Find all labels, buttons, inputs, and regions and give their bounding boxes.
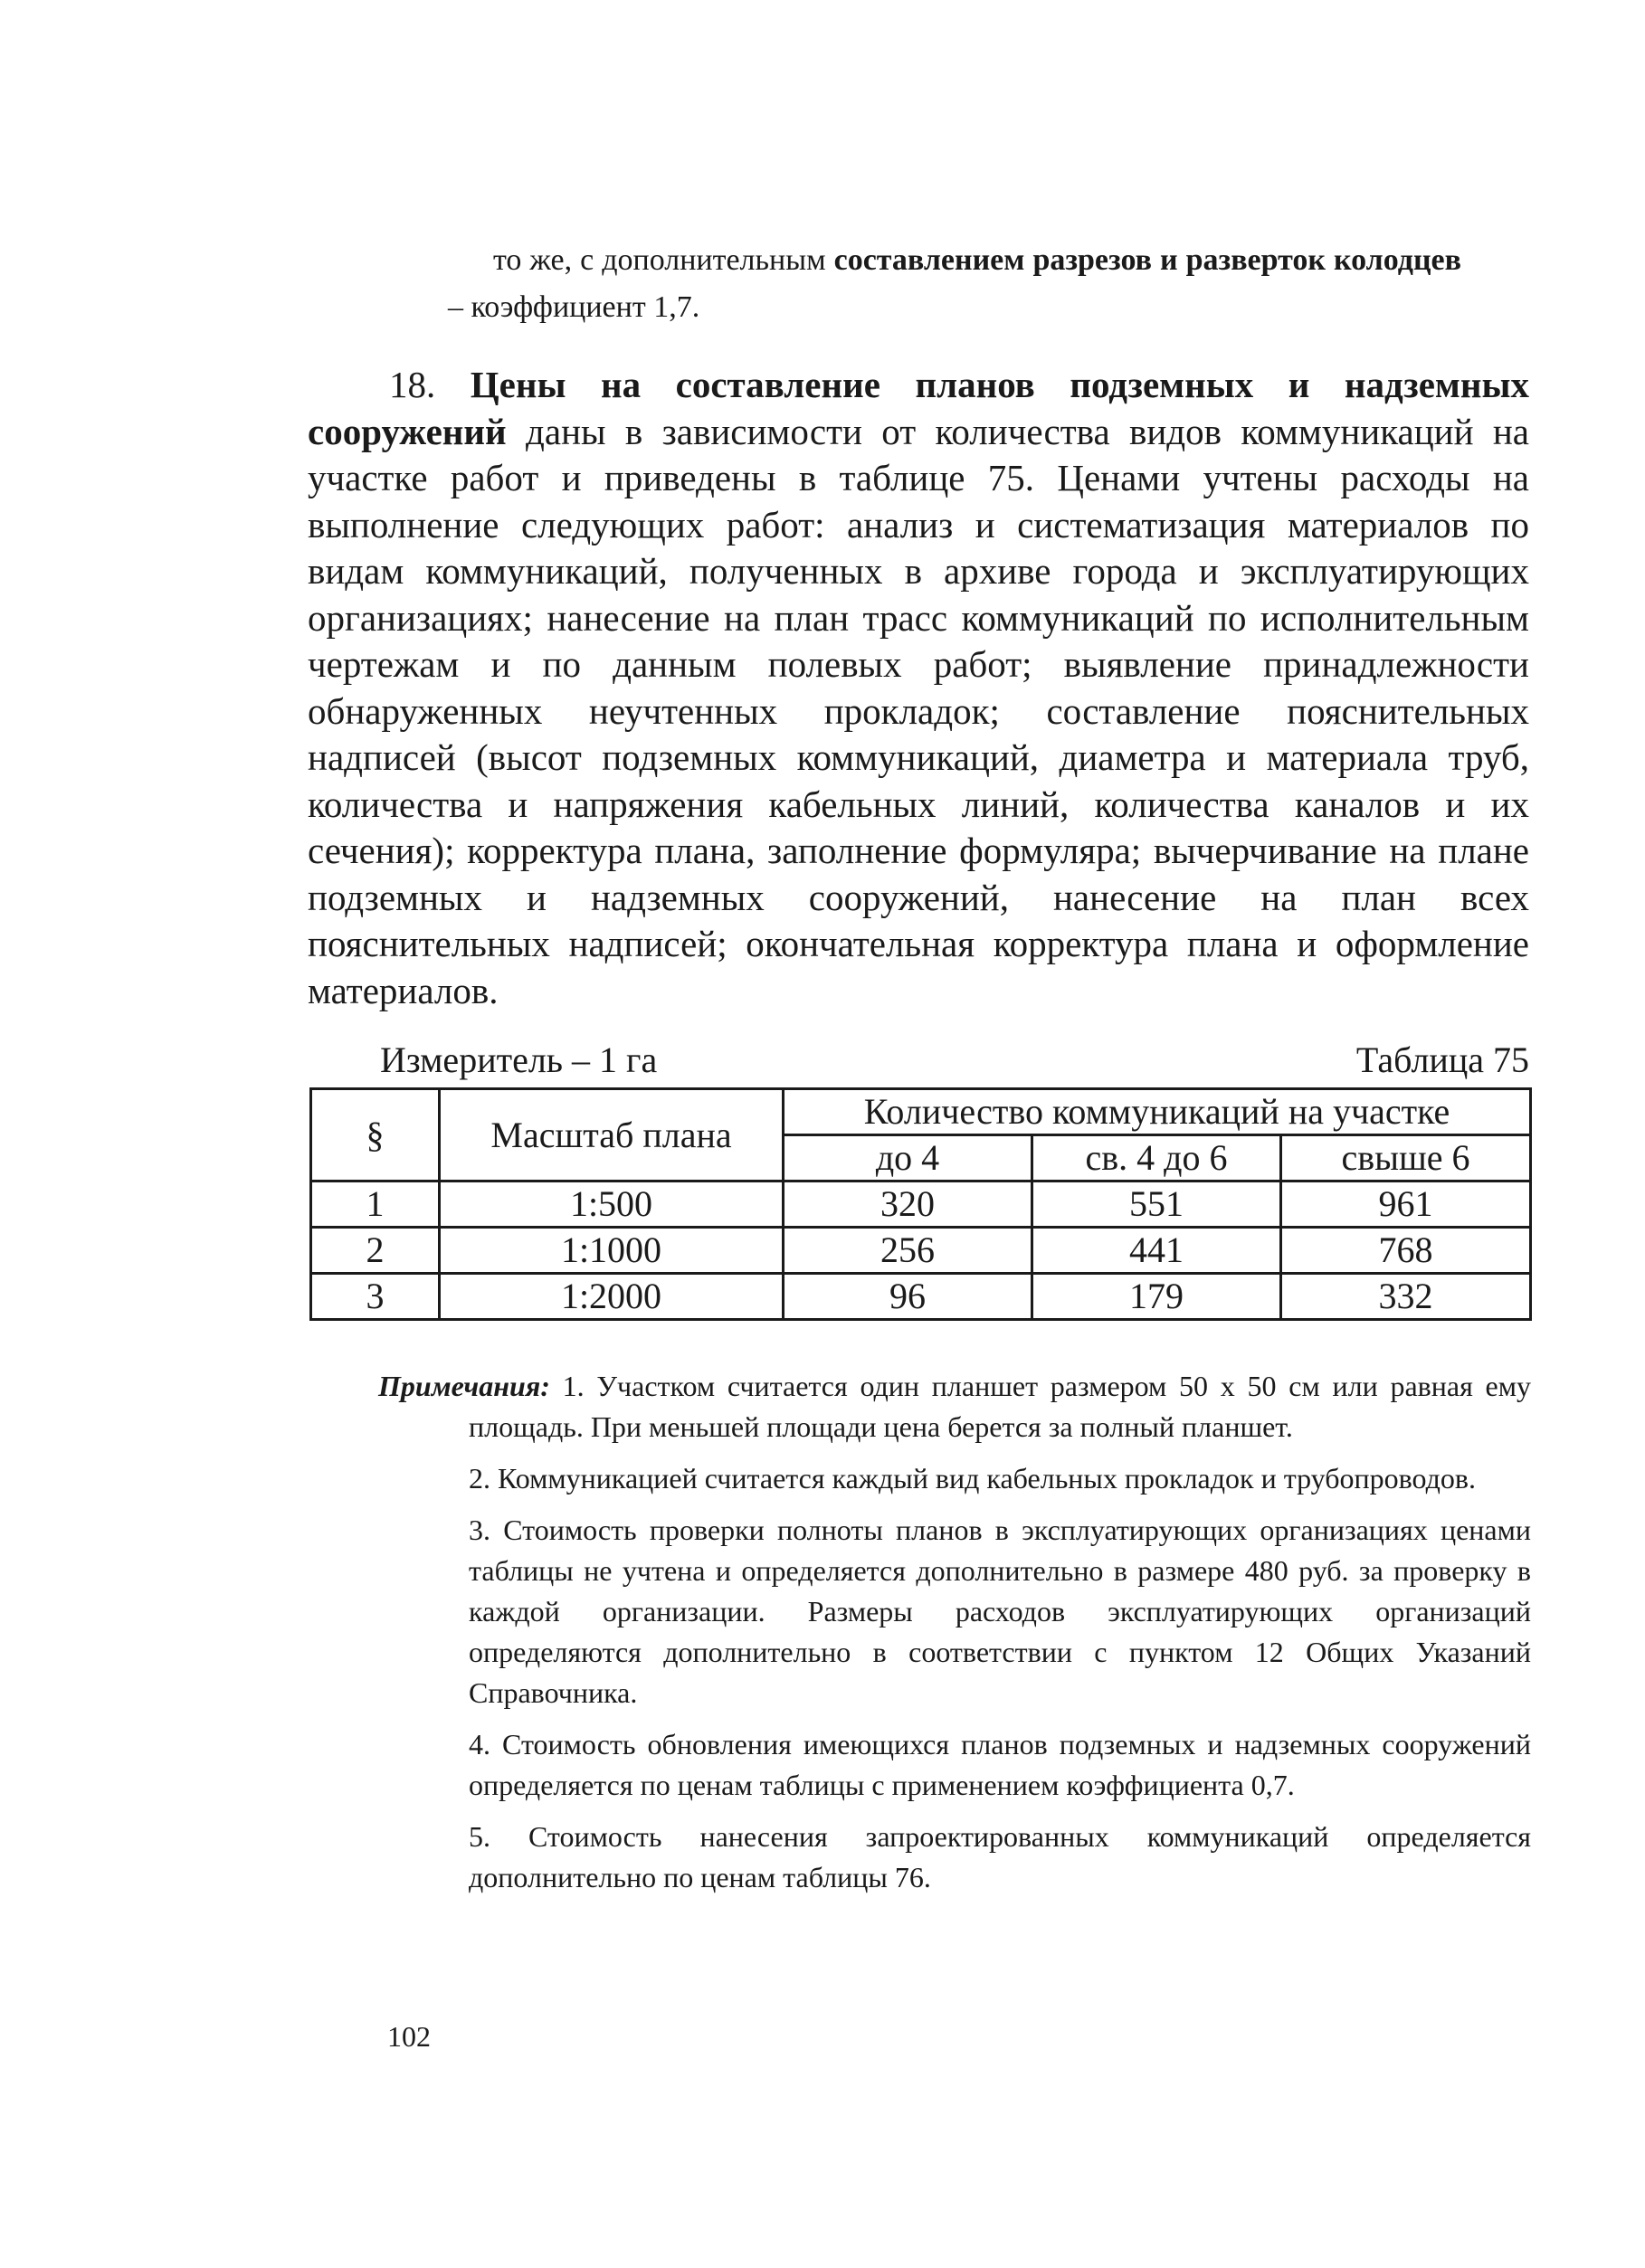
- subheader-over-6: свыше 6: [1281, 1135, 1531, 1181]
- header-section: §: [311, 1089, 440, 1181]
- cell-value: 551: [1032, 1181, 1281, 1228]
- cell-value: 96: [784, 1274, 1032, 1320]
- continuation-bold: составлением разрезов и разверток колодцев: [833, 243, 1462, 277]
- note-item-5: 5. Стоимость нанесения запроектированных коммуникаций определяется дополнительно по ценам таблицы 76.: [469, 1820, 1531, 1893]
- cell-section: 1: [311, 1181, 440, 1228]
- cell-scale: 1:1000: [440, 1228, 784, 1274]
- note-item-1: [378, 1366, 1531, 1447]
- cell-section: 2: [311, 1228, 440, 1274]
- cell-value: 179: [1032, 1274, 1281, 1320]
- cell-value: 768: [1281, 1228, 1531, 1274]
- cell-value: 256: [784, 1228, 1032, 1274]
- cell-value: 441: [1032, 1228, 1281, 1274]
- table-row: [311, 1181, 1531, 1228]
- cell-value: 332: [1281, 1274, 1531, 1320]
- header-scale: Масштаб плана: [440, 1089, 784, 1181]
- paragraph-body: даны в зависимости от количества видов коммуникаций на участке работ и приведены в таблице 75. Ценами учтены расходы на выполнение следующих работ: анализ и систематизация материалов по видам коммуникаций, полученных в архиве города и эксплуатирующих организациях; нанесение на план трасс коммуникаций по исполнительным чертежам и по данным полевых работ; выявление принадлежности обнаруженных неучтенных прокладок; составление пояснительных надписей (высот подземных коммуникаций, диаметра и материала труб, количества и напряжения кабельных линий, количества каналов и их сечения); корректура плана, заполнение формуляра; вычерчивание на плане подземных и надземных сооружений, нанесение на план всех пояснительных надписей; окончательная корректура плана и оформление материалов.: [308, 410, 1529, 1011]
- table-unit-caption: Измеритель – 1 га: [380, 1039, 658, 1080]
- note-item-2: 2. Коммуникацией считается каждый вид кабельных прокладок и трубопроводов.: [469, 1462, 1476, 1495]
- subheader-4-to-6: св. 4 до 6: [1032, 1135, 1281, 1181]
- notes-label: Примечания:: [378, 1370, 550, 1402]
- note-text-1: 1. Участком считается один планшет размером 50 х 50 см или равная ему площадь. При меньшей площади цена берется за полный планшет.: [469, 1370, 1532, 1443]
- note-item-4: 4. Стоимость обновления имеющихся планов подземных и надземных сооружений определяется по ценам таблицы с применением коэффициента 0,7.: [469, 1728, 1531, 1801]
- notes-section: [378, 1366, 1531, 1909]
- cell-section: 3: [311, 1274, 440, 1320]
- table-number-caption: Таблица 75: [1355, 1039, 1529, 1080]
- paragraph-number: 18.: [389, 364, 436, 405]
- continuation-text-2: – коэффициент 1,7.: [448, 290, 700, 324]
- note-item-3: 3. Стоимость проверки полноты планов в эксплуатирующих организациях ценами таблицы не учтена и определяется дополнительно в размере 480 руб. за проверку в каждой организации. Размеры расходов эксплуатирующих организаций определяются дополнительно в соответствии с пунктом 12 Общих Указаний Справочника.: [469, 1514, 1531, 1709]
- cell-value: 320: [784, 1181, 1032, 1228]
- paragraph-18: [308, 362, 1529, 1014]
- cell-scale: 1:2000: [440, 1274, 784, 1320]
- continuation-text-1: то же, с дополнительным: [493, 243, 834, 277]
- continuation-paragraph: [448, 237, 1461, 331]
- paragraph-bold-lead: Цены на составление планов подземных и надземных сооружений: [308, 364, 1529, 452]
- cell-scale: 1:500: [440, 1181, 784, 1228]
- table-header-row: [311, 1089, 1531, 1135]
- table-row: [311, 1228, 1531, 1274]
- price-table: [309, 1087, 1532, 1321]
- cell-value: 961: [1281, 1181, 1531, 1228]
- header-communications-group: Количество коммуникаций на участке: [784, 1089, 1531, 1135]
- table-row: [311, 1274, 1531, 1320]
- page-number: 102: [387, 2020, 431, 2053]
- subheader-up-to-4: до 4: [784, 1135, 1032, 1181]
